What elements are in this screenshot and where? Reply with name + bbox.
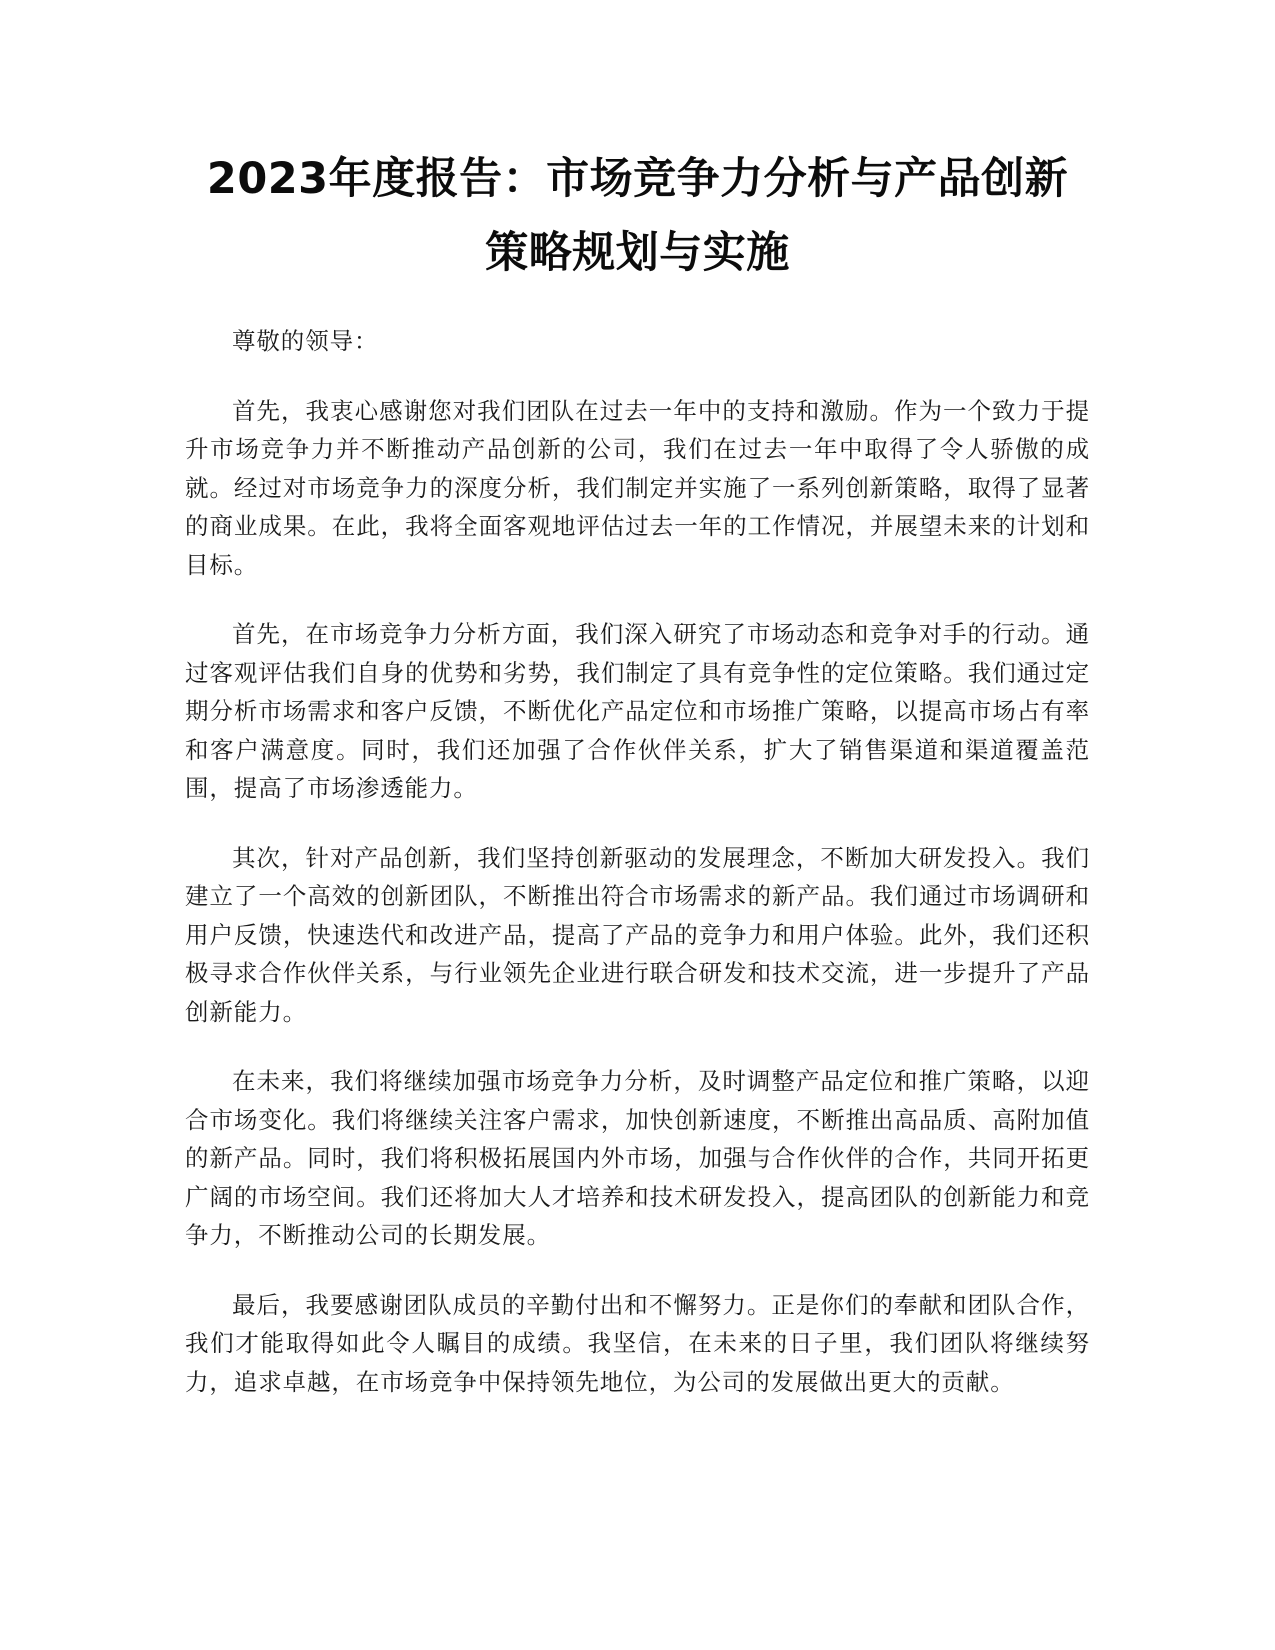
title-line-2: 策略规划与实施 (485, 228, 790, 278)
document-body (185, 322, 1090, 1432)
paragraph-3: 其次，针对产品创新，我们坚持创新驱动的发展理念，不断加大研发投入。我们建立了一个高效的创新团队，不断推出符合市场需求的新产品。我们通过市场调研和用户反馈，快速迭代和改进产品，提高了产品的竞争力和用户体验。此外，我们还积极寻求合作伙伴关系，与行业领先企业进行联合研发和技术交流，进一步提升了产品创新能力。 (185, 843, 1090, 1026)
greeting: 尊敬的领导： (232, 327, 379, 355)
paragraph-1: 首先，我衷心感谢您对我们团队在过去一年中的支持和激励。作为一个致力于提升市场竞争力并不断推动产品创新的公司，我们在过去一年中取得了令人骄傲的成就。经过对市场竞争力的深度分析，我们制定并实施了一系列创新策略，取得了显著的商业成果。在此，我将全面客观地评估过去一年的工作情况，并展望未来的计划和目标。 (185, 396, 1090, 579)
document-title (180, 142, 1095, 290)
title-line-1: 2023年度报告：市场竞争力分析与产品创新 (206, 154, 1069, 204)
paragraph-2: 首先，在市场竞争力分析方面，我们深入研究了市场动态和竞争对手的行动。通过客观评估我们自身的优势和劣势，我们制定了具有竞争性的定位策略。我们通过定期分析市场需求和客户反馈，不断优化产品定位和市场推广策略，以提高市场占有率和客户满意度。同时，我们还加强了合作伙伴关系，扩大了销售渠道和渠道覆盖范围，提高了市场渗透能力。 (185, 620, 1090, 802)
paragraph-5: 最后，我要感谢团队成员的辛勤付出和不懈努力。正是你们的奉献和团队合作，我们才能取得如此令人瞩目的成绩。我坚信，在未来的日子里，我们团队将继续努力，追求卓越，在市场竞争中保持领先地位，为公司的发展做出更大的贡献。 (185, 1290, 1090, 1396)
paragraph-4: 在未来，我们将继续加强市场竞争力分析，及时调整产品定位和推广策略，以迎合市场变化。我们将继续关注客户需求，加快创新速度，不断推出高品质、高附加值的新产品。同时，我们将积极拓展国内外市场，加强与合作伙伴的合作，共同开拓更广阔的市场空间。我们还将加大人才培养和技术研发投入，提高团队的创新能力和竞争力，不断推动公司的长期发展。 (185, 1067, 1090, 1249)
